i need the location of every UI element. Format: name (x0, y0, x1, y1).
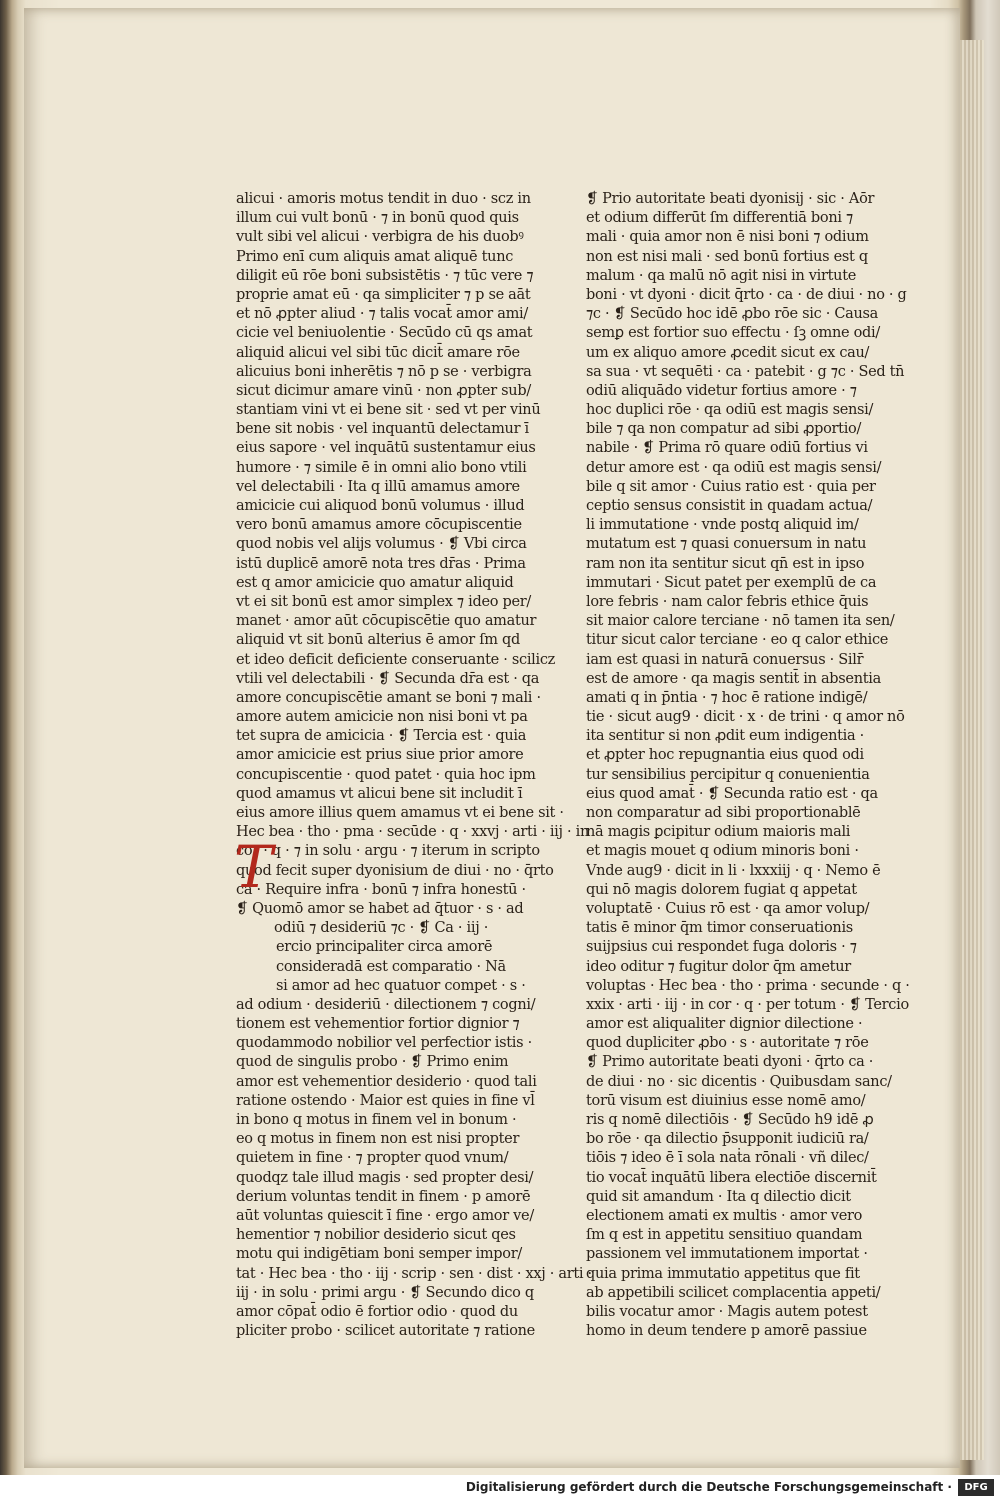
text-line: Hec bea · tho · pma · secūde · q · xxvj · arti · iij · in (236, 824, 590, 841)
text-line: passionem vel immutationem importat · (586, 1246, 868, 1263)
text-line: amor amicicie est prius siue prior amore (236, 747, 524, 764)
text-line: tiōis ⁊ ideo ē ī sola naṫa rōnali · vñ dilec/ (586, 1150, 869, 1167)
text-line: detur amore est · qa odiū est magis sensi/ (586, 459, 882, 476)
text-line: consideradā est comparatio · Nā (276, 958, 506, 975)
text-line: li immutatione · vnde postq aliquid im/ (586, 517, 859, 534)
text-line: ris q nomē dilectiōis · ❡ Secūdo h9 idē ꝓ (586, 1112, 874, 1128)
text-line: odiū ⁊ desideriū ⁊c · ❡ Ca · iij · (274, 920, 489, 937)
text-line: amor est aliqualiter dignior dilectione · (586, 1016, 863, 1033)
text-line: et ꝓpter hoc repugnantia eius quod odi (586, 747, 864, 764)
text-line: ram non ita sentitur sicut qn̄ est in ipso (586, 555, 865, 572)
text-line: tio vocat̄ inquātū libera electiōe discernit̄ (586, 1169, 877, 1186)
text-line: electionem amati ex multis · amor vero (586, 1207, 863, 1224)
text-line: iij · in solu · primi argu · ❡ Secundo dico q (236, 1284, 534, 1301)
text-line: de diui · no · sic dicentis · Quibusdam sanc/ (586, 1073, 892, 1090)
text-line: ideo oditur ⁊ fugitur dolor q̄m ametur (586, 958, 851, 975)
text-line: tur sensibilius percipitur q conuenientia (586, 766, 870, 783)
text-line: ercio principaliter circa amorē (276, 939, 493, 956)
text-line: quodqz tale illud magis · sed propter desi/ (236, 1169, 534, 1186)
text-line: boni · vt dyoni · dicit q̄rto · ca · de diui · no · g (586, 286, 907, 303)
text-line: suijpsius cui respondet fuga doloris · ⁊ (586, 939, 857, 956)
text-line: immutari · Sicut patet per exemplū de ca (586, 574, 877, 591)
text-line: quod amamus vt alicui bene sit includit ī (236, 785, 523, 802)
text-line: ab appetibili scilicet complacentia appeti/ (586, 1284, 881, 1301)
text-line: amati q in p̄ntia · ⁊ hoc ē ratione indigē/ (586, 689, 868, 706)
page-edges (960, 40, 984, 1460)
text-line: motu qui indigētiam boni semper impor/ (236, 1246, 522, 1263)
text-line: bene sit nobis · vel inquantū delectamur ī (236, 421, 529, 438)
decorated-initial: T (234, 833, 273, 901)
text-line: tie · sicut aug9 · dicit · x · de trini · q amor nō (586, 709, 905, 726)
text-line: quia prima immutatio appetitus que fit (586, 1265, 860, 1282)
text-line: vel delectabili · Ita q illū amamus amore (236, 478, 520, 495)
text-line: malum · qa malū nō agit nisi in virtute (586, 267, 857, 284)
text-line: hoc duplici rōe · qa odiū est magis sensi/ (586, 402, 874, 419)
text-line: quod nobis vel alijs volumus · ❡ Vbi circa (236, 536, 527, 553)
text-line: bo rōe · qa dilectio p̄supponit iudiciū ra/ (586, 1131, 869, 1148)
text-line: quod dupliciter ꝓbo · s · autoritate ⁊ rōe (586, 1035, 869, 1052)
text-line: eius quod amat̄ · ❡ Secunda ratio est · qa (586, 785, 878, 802)
text-line: xxix · arti · iij · in cor · q · per totum · ❡ Tercio (586, 996, 909, 1013)
text-line: non est nisi mali · sed bonū fortius est q (586, 248, 868, 265)
text-line: aūt voluntas quiescit ī fine · ergo amor ve/ (236, 1207, 534, 1224)
text-line: sicut dicimur amare vinū · non ꝓpter sub/ (236, 382, 531, 399)
text-line: amore autem amicicie non nisi boni vt pa (236, 709, 528, 726)
text-line: voluptas · Hec bea · tho · prima · secunde · q · (586, 977, 910, 994)
text-line: ❡ Primo autoritate beati dyoni · q̄rto ca · (586, 1054, 874, 1071)
text-line: torū visum est diuinius esse nomē amo/ (586, 1092, 866, 1109)
text-line: mali · quia amor non ē nisi boni ⁊ odium (586, 229, 869, 246)
text-line: ſm q est in appetitu sensitiuo quandam (586, 1227, 863, 1244)
text-line: eo q motus in finem non est nisi propter (236, 1131, 520, 1148)
text-line: ca · Require infra · bonū ⁊ infra honestū · (236, 881, 526, 898)
text-line: tet supra de amicicia · ❡ Tercia est · quia (236, 728, 527, 745)
text-line: ❡ Quomō amor se habet ad q̄tuor · s · ad (236, 900, 524, 917)
text-line: concupiscentie · quod patet · quia hoc ipm (236, 766, 536, 783)
text-line: amicicie cui aliquod bonū volumus · illud (236, 498, 525, 514)
text-line: non comparatur ad sibi proportionablē (586, 805, 861, 821)
text-line: ratione ostendo · Maior est quies in fine vl̄ (236, 1092, 535, 1109)
text-line: bile q sit amor · Cuius ratio est · quia per (586, 478, 876, 495)
text-line: eius sapore · vel inquātū sustentamur eius (236, 440, 536, 457)
text-line: lore febris · nam calor febris ethice q̄uis (586, 593, 869, 610)
text-line: humore · ⁊ simile ē in omni alio bono vtili (236, 459, 527, 476)
text-line: sa sua · vt sequēti · ca · patebit · g ⁊c · Sed tn̄ (586, 363, 905, 380)
text-line: odiū aliquādo videtur fortius amore · ⁊ (586, 382, 857, 399)
text-line: mutatum est ⁊ quasi conuersum in natu (586, 536, 867, 553)
text-line: vtili vel delectabili · ❡ Secunda dr̄a est · qa (236, 670, 540, 687)
text-line: bile ⁊ qa non compatur ad sibi ꝓportio/ (586, 421, 862, 438)
text-line: alicui · amoris motus tendit in duo · scz in (236, 191, 531, 207)
text-line: si amor ad hec quatuor compet · s · (276, 977, 526, 994)
text-line: Primo enī cum aliquis amat aliquē tunc (236, 248, 514, 265)
text-line: istū duplicē amorē nota tres dr̄as · Prima (236, 555, 526, 572)
text-line: sit maior calore terciane · nō tamen ita sen/ (586, 613, 895, 630)
text-line: ❡ Prio autoritate beati dyonisij · sic · Aōr (586, 191, 875, 207)
text-line: est de amore · qa magis sentit̄ in absentia (586, 670, 881, 687)
text-line: titur sicut calor terciane · eo q calor ethice (586, 632, 889, 649)
text-line: tat · Hec bea · tho · iij · scrip · sen · dist · xxj · arti · (236, 1265, 592, 1282)
text-line: quietem in fine · ⁊ propter quod vnum/ (236, 1150, 509, 1167)
text-line: alicuius boni inherētis ⁊ nō p se · verbigra (236, 363, 532, 380)
text-line: qui nō magis dolorem fugiat q appetat (586, 881, 857, 898)
text-line: nā magis ꝑcipitur odium maioris mali (586, 824, 851, 841)
text-line: stantiam vini vt ei bene sit · sed vt per vinū (236, 402, 541, 419)
text-line: manet · amor aūt cōcupiscētie quo amatur (236, 613, 537, 630)
text-line: ceptio sensus consistit in quadam actua/ (586, 498, 873, 514)
text-line: quid sit amandum · Ita q dilectio dicit (586, 1188, 851, 1205)
text-line: diligit eū rōe boni subsistētis · ⁊ tūc vere ⁊ (236, 267, 534, 284)
text-line: nabile · ❡ Prima rō quare odiū fortius vi (586, 440, 868, 457)
text-line: bilis vocatur amor · Magis autem potest (586, 1303, 868, 1320)
funding-credit: Digitalisierung gefördert durch die Deutsche Forschungsgemeinschaft · (465, 1480, 952, 1494)
text-line: aliquid vt sit bonū alterius ē amor ſm qd (236, 632, 521, 649)
text-line: et magis mouet q odium minoris boni · (586, 843, 859, 860)
left-text-column (236, 190, 592, 1341)
text-line: vt ei sit bonū est amor simplex ⁊ ideo per/ (236, 593, 531, 610)
text-line: est q amor amicicie quo amatur aliquid (236, 574, 514, 591)
right-text-column (586, 190, 910, 1341)
text-line: semꝑ est fortior suo effectu · ſꝫ omne odi/ (586, 325, 880, 342)
text-line: voluptatē · Cuius rō est · qa amor volup/ (586, 900, 870, 917)
text-line: ⁊c · ❡ Secūdo hoc idē ꝓbo rōe sic · Causa (586, 306, 879, 323)
text-line: um ex aliquo amore ꝓcedit sicut ex cau/ (586, 344, 870, 361)
text-line: cor · q · ⁊ in solu · argu · ⁊ iterum in scripto (236, 843, 540, 860)
text-line: eius amore illius quem amamus vt ei bene sit · (236, 805, 564, 821)
text-line: ad odium · desideriū · dilectionem ⁊ cogni/ (236, 996, 536, 1013)
text-line: hementior ⁊ nobilior desiderio sicut qes (236, 1227, 516, 1244)
text-line: iam est quasi in naturā conuersus · Silr̄ (586, 651, 864, 668)
text-line: et nō ꝓpter aliud · ⁊ talis vocat̄ amor ami/ (236, 306, 528, 323)
text-line: et ideo deficit deficiente conseruante · scilicz (236, 651, 556, 668)
text-line: Vnde aug9 · dicit in li · lxxxiij · q · Nemo ē (586, 862, 881, 879)
text-line: homo in deum tendere p amorē passiue (586, 1323, 867, 1340)
text-line: cicie vel beniuolentie · Secūdo cū qs amat (236, 325, 533, 342)
text-line: amore concupiscētie amant se boni ⁊ mali · (236, 689, 541, 706)
text-line: quod fecit super dyonisium de diui · no · q̄rto (236, 862, 554, 879)
text-line: tionem est vehementior fortior dignior ⁊ (236, 1016, 520, 1033)
text-line: pliciter probo · scilicet autoritate ⁊ ratione (236, 1323, 535, 1340)
footer-bar (0, 1475, 1000, 1501)
text-line: amor est vehementior desiderio · quod tali (236, 1073, 537, 1090)
text-line: quodammodo nobilior vel perfectior istis · (236, 1035, 532, 1052)
text-line: proprie amat eū · qa simpliciter ⁊ p se aāt (236, 286, 531, 303)
text-line: tatis ē minor q̄m timor conseruationis (586, 920, 853, 937)
dfg-logo: DFG (958, 1479, 994, 1496)
text-line: vult sibi vel alicui · verbigra de his duobꝰ (236, 229, 524, 246)
text-line: ita sentitur si non ꝓdit eum indigentia · (586, 728, 864, 745)
text-line: derium voluntas tendit in finem · p amorē (236, 1188, 531, 1205)
text-line: aliquid alicui vel sibi tūc dicit̄ amare rōe (236, 344, 520, 361)
text-line: illum cui vult bonū · ⁊ in bonū quod quis (236, 210, 519, 227)
text-line: in bono q motus in finem vel in bonum · (236, 1112, 517, 1128)
text-line: amor cōpat̄ odio ē fortior odio · quod du (236, 1303, 518, 1320)
text-line: et odium differūt ſm differentiā boni ⁊ (586, 210, 853, 227)
text-line: vero bonū amamus amore cōcupiscentie (236, 517, 522, 534)
text-line: quod de singulis probo · ❡ Primo enim (236, 1054, 509, 1071)
